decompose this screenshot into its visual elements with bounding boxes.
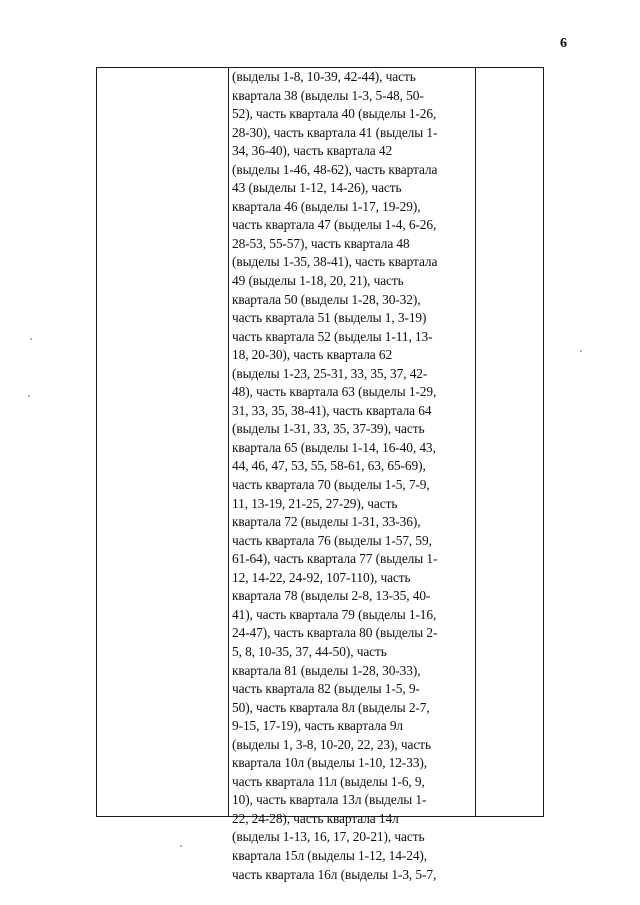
text-line: 49 (выделы 1-18, 20, 21), часть [232, 273, 404, 289]
text-line: квартала 46 (выделы 1-17, 19-29), [232, 198, 421, 214]
text-line: квартала 72 (выделы 1-31, 33-36), [232, 514, 421, 530]
text-line: (выделы 1-13, 16, 17, 20-21), часть [232, 829, 425, 845]
scan-speck [180, 845, 182, 847]
text-line: 48), часть квартала 63 (выделы 1-29, [232, 384, 437, 400]
text-line: 22, 24-28), часть квартала 14л [232, 810, 399, 826]
text-line: (выделы 1-23, 25-31, 33, 35, 37, 42- [232, 365, 428, 381]
text-line: 18, 20-30), часть квартала 62 [232, 347, 393, 363]
text-line: (выделы 1-31, 33, 35, 37-39), часть [232, 421, 425, 437]
text-line: 34, 36-40), часть квартала 42 [232, 143, 393, 159]
text-line: 43 (выделы 1-12, 14-26), часть [232, 180, 402, 196]
text-line: квартала 81 (выделы 1-28, 30-33), [232, 662, 421, 678]
text-line: 50), часть квартала 8л (выделы 2-7, [232, 699, 430, 715]
text-line: 52), часть квартала 40 (выделы 1-26, [232, 106, 437, 122]
text-line: часть квартала 76 (выделы 1-57, 59, [232, 532, 432, 548]
text-line: часть квартала 11л (выделы 1-6, 9, [232, 773, 425, 789]
scan-speck [580, 350, 582, 352]
text-line: квартала 65 (выделы 1-14, 16-40, 43, [232, 439, 436, 455]
text-line: квартала 38 (выделы 1-3, 5-48, 50- [232, 87, 424, 103]
text-line: 61-64), часть квартала 77 (выделы 1- [232, 551, 438, 567]
text-line: квартала 15л (выделы 1-12, 14-24), [232, 847, 428, 863]
page-number: 6 [560, 36, 567, 51]
text-line: часть квартала 16л (выделы 1-3, 5-7, [232, 866, 437, 882]
text-line: квартала 10л (выделы 1-10, 12-33), [232, 755, 428, 771]
text-line: 5, 8, 10-35, 37, 44-50), часть [232, 643, 387, 659]
text-line: 24-47), часть квартала 80 (выделы 2- [232, 625, 438, 641]
text-line: (выделы 1-8, 10-39, 42-44), часть [232, 69, 416, 84]
text-line: 31, 33, 35, 38-41), часть квартала 64 [232, 402, 432, 418]
text-line: 41), часть квартала 79 (выделы 1-16, [232, 606, 437, 622]
text-line: часть квартала 70 (выделы 1-5, 7-9, [232, 477, 430, 493]
text-line: часть квартала 47 (выделы 1-4, 6-26, [232, 217, 437, 233]
text-line: 10), часть квартала 13л (выделы 1- [232, 792, 427, 808]
text-line: квартала 50 (выделы 1-28, 30-32), [232, 291, 421, 307]
text-line: 11, 13-19, 21-25, 27-29), часть [232, 495, 398, 511]
table-column-divider-left [228, 68, 229, 816]
text-line: часть квартала 51 (выделы 1, 3-19) [232, 310, 427, 326]
text-line: квартала 78 (выделы 2-8, 13-35, 40- [232, 588, 431, 604]
text-line: часть квартала 82 (выделы 1-5, 9- [232, 681, 420, 697]
text-line: (выделы 1-46, 48-62), часть квартала [232, 161, 438, 177]
table-middle-cell [232, 68, 474, 884]
scan-speck [30, 338, 32, 340]
text-line: 28-53, 55-57), часть квартала 48 [232, 235, 410, 251]
text-line: 12, 14-22, 24-92, 107-110), часть [232, 569, 411, 585]
table-column-divider-right [475, 68, 476, 816]
text-line: часть квартала 52 (выделы 1-11, 13- [232, 328, 433, 344]
text-line: 28-30), часть квартала 41 (выделы 1- [232, 124, 438, 140]
text-line: (выделы 1, 3-8, 10-20, 22, 23), часть [232, 736, 431, 752]
document-table [96, 67, 544, 882]
scan-speck [28, 395, 30, 397]
text-line: 9-15, 17-19), часть квартала 9л [232, 718, 404, 734]
text-line: 44, 46, 47, 53, 55, 58-61, 63, 65-69), [232, 458, 426, 474]
text-line: (выделы 1-35, 38-41), часть квартала [232, 254, 438, 270]
